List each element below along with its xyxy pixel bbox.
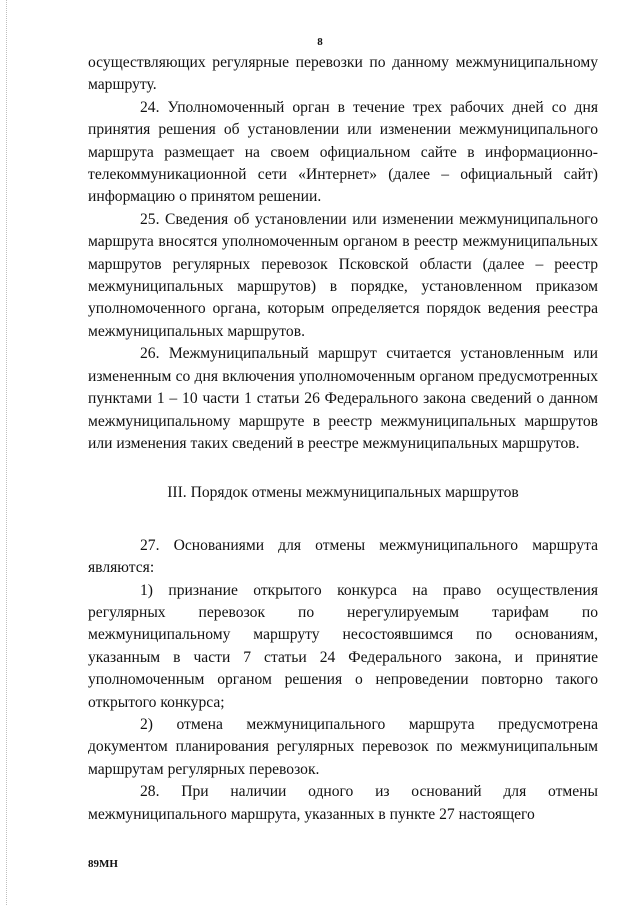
paragraph-continuation: осуществляющих регулярные перевозки по данному межмуниципальному маршруту.: [88, 54, 598, 94]
paragraph-25: 25. Сведения об установлении или изменении межмуниципального маршрута вносятся уполномоченным органом в реестр межмуниципальных маршрутов регулярных перевозок Псковской области (далее – реестр межмуниципальных маршрутов) в порядке, установленном приказом уполномоченного органа, которым определяется порядок ведения реестра межмуниципальных маршрутов.: [88, 210, 598, 340]
page-number: 8: [317, 36, 323, 48]
paragraph-27-item-2: 2) отмена межмуниципального маршрута предусмотрена документом планирования регулярных перевозок по межмуниципальным маршрутам регулярных перевозок.: [88, 715, 598, 778]
paragraph-24: 24. Уполномоченный орган в течение трех рабочих дней со дня принятия решения об установлении или изменении межмуниципального маршрута размещает на своем официальном сайте в информационно-телекоммуникационной сети «Интернет» (далее – официальный сайт) информацию о принятом решении.: [88, 98, 598, 206]
document-body: [88, 52, 598, 826]
paragraph-26: 26. Межмуниципальный маршрут считается установленным или измененным со дня включения уполномоченным органом предусмотренных пунктами 1 – 10 части 1 статьи 26 Федерального закона сведений о данном межмуниципальному маршруте в реестр межмуниципальных маршрутов или изменения таких сведений в реестре межмуниципальных маршрутов.: [88, 345, 598, 452]
scan-edge: [6, 0, 8, 905]
paragraph-27: 27. Основаниями для отмены межмуниципального маршрута являются:: [88, 536, 598, 577]
section-heading: III. Порядок отмены межмуниципальных маршрутов: [167, 484, 519, 502]
paragraph-28: 28. При наличии одного из оснований для отмены межмуниципального маршрута, указанных в пункте 27 настоящего: [88, 783, 598, 823]
paragraph-27-item-1: 1) признание открытого конкурса на право осуществления регулярных перевозок по нерегулируемым тарифам по межмуниципальному маршруту несостоявшимся по основаниям, указанным в части 7 статьи 24 Федерального закона, и принятие уполномоченным органом решения о непроведении повторно такого открытого конкурса;: [88, 581, 598, 711]
document-code: 89МН: [88, 858, 118, 870]
